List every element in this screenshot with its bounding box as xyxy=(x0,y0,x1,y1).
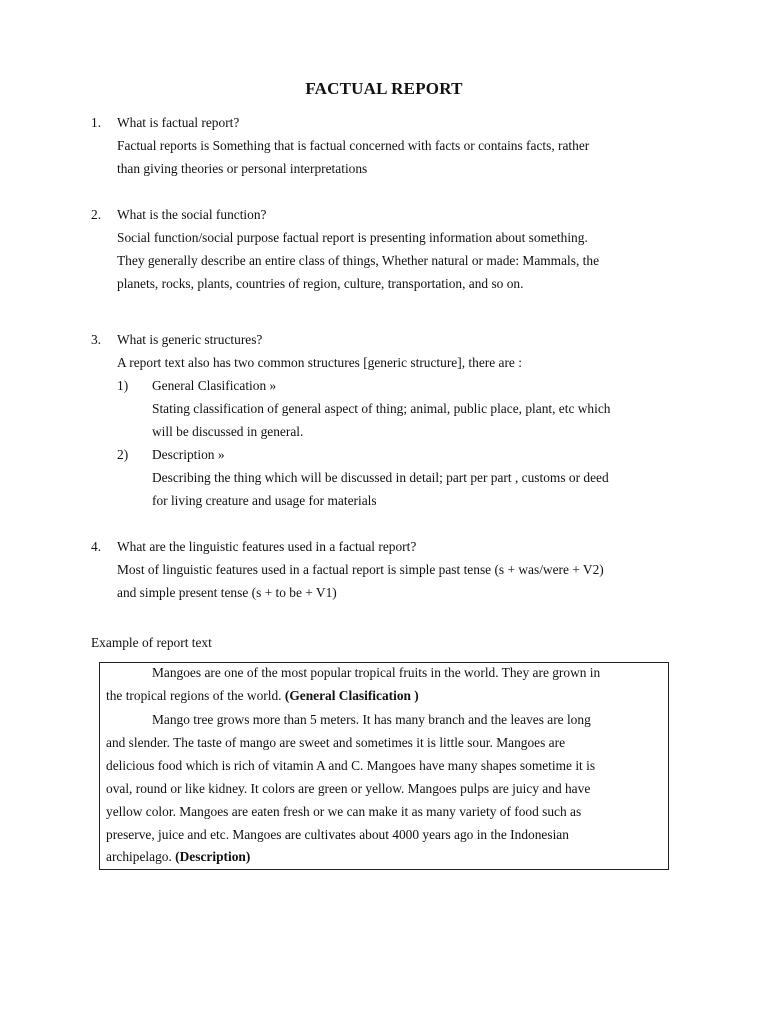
general-clasification-tag: (General Clasification ) xyxy=(284,688,419,703)
example-p1-line-2-text: the tropical regions of the world. xyxy=(106,688,282,703)
section-1-line-2: than giving theories or personal interpretations xyxy=(117,161,368,176)
example-p2-line-6 xyxy=(106,827,662,843)
item-2-line-1 xyxy=(152,470,678,486)
description-tag: (Description) xyxy=(175,849,251,864)
item-1-label: General Clasification » xyxy=(152,378,277,393)
section-1-question: What is factual report? xyxy=(117,115,240,130)
section-4-question: What are the linguistic features used in a factual report? xyxy=(117,539,417,554)
page-title: FACTUAL REPORT xyxy=(305,79,463,98)
item-2-line-2: for living creature and usage for materials xyxy=(152,493,377,508)
example-p2-line-2 xyxy=(106,735,662,751)
example-p2-line-4-text: oval, round or like kidney. It colors are green or yellow. Mangoes pulps are juicy and have xyxy=(106,781,591,796)
section-4-number: 4. xyxy=(91,539,102,554)
section-2-line-2-text: They generally describe an entire class of things, Whether natural or made: Mammals, the xyxy=(117,253,600,268)
item-1-number: 1) xyxy=(117,378,129,393)
section-1-number: 1. xyxy=(91,115,102,130)
example-p2-line-7 xyxy=(106,849,250,865)
item-2-number: 2) xyxy=(117,447,129,462)
example-p2-line-4 xyxy=(106,781,662,797)
example-p2-line-6-text: preserve, juice and etc. Mangoes are cultivates about 4000 years ago in the Indonesian xyxy=(106,827,569,842)
section-4-line-1 xyxy=(117,562,678,578)
section-2-number: 2. xyxy=(91,207,102,222)
item-1-line-1-text: Stating classification of general aspect of thing; animal, public place, plant, etc which xyxy=(152,401,611,416)
item-2-line-1-text: Describing the thing which will be discussed in detail; part per part , customs or deed xyxy=(152,470,609,485)
example-p2-line-3 xyxy=(106,758,662,774)
section-2-question: What is the social function? xyxy=(117,207,267,222)
example-p2-line-5 xyxy=(106,804,662,820)
section-4-line-2: and simple present tense (s + to be + V1) xyxy=(117,585,337,600)
section-3-intro: A report text also has two common structures [generic structure], there are : xyxy=(117,355,522,370)
section-3-number: 3. xyxy=(91,332,102,347)
item-1-line-2: will be discussed in general. xyxy=(152,424,304,439)
item-2-label: Description » xyxy=(152,447,225,462)
section-4-line-1-text: Most of linguistic features used in a factual report is simple past tense (s + was/were + V2) xyxy=(117,562,604,577)
section-3-question: What is generic structures? xyxy=(117,332,263,347)
section-2-line-1-text: Social function/social purpose factual report is presenting information about something. xyxy=(117,230,588,245)
example-p1-line-1 xyxy=(152,665,662,681)
example-p1-line-1-text: Mangoes are one of the most popular tropical fruits in the world. They are grown in xyxy=(152,665,601,680)
example-p2-line-7-text: archipelago. xyxy=(106,849,172,864)
example-heading: Example of report text xyxy=(91,635,212,650)
example-p1-line-2 xyxy=(106,688,419,704)
section-1-line-1-text: Factual reports is Something that is factual concerned with facts or contains facts, rather xyxy=(117,138,590,153)
example-p2-line-2-text: and slender. The taste of mango are sweet and sometimes it is little sour. Mangoes are xyxy=(106,735,566,750)
section-2-line-1 xyxy=(117,230,678,246)
section-2-line-2 xyxy=(117,253,678,269)
example-p2-line-3-text: delicious food which is rich of vitamin A and C. Mangoes have many shapes sometime it is xyxy=(106,758,596,773)
section-2-line-3: planets, rocks, plants, countries of region, culture, transportation, and so on. xyxy=(117,276,524,291)
example-p2-line-1-text: Mango tree grows more than 5 meters. It has many branch and the leaves are long xyxy=(152,712,591,727)
section-1-line-1 xyxy=(117,138,678,154)
example-p2-line-5-text: yellow color. Mangoes are eaten fresh or we can make it as many variety of food such as xyxy=(106,804,582,819)
example-p2-line-1 xyxy=(152,712,662,728)
item-1-line-1 xyxy=(152,401,678,417)
